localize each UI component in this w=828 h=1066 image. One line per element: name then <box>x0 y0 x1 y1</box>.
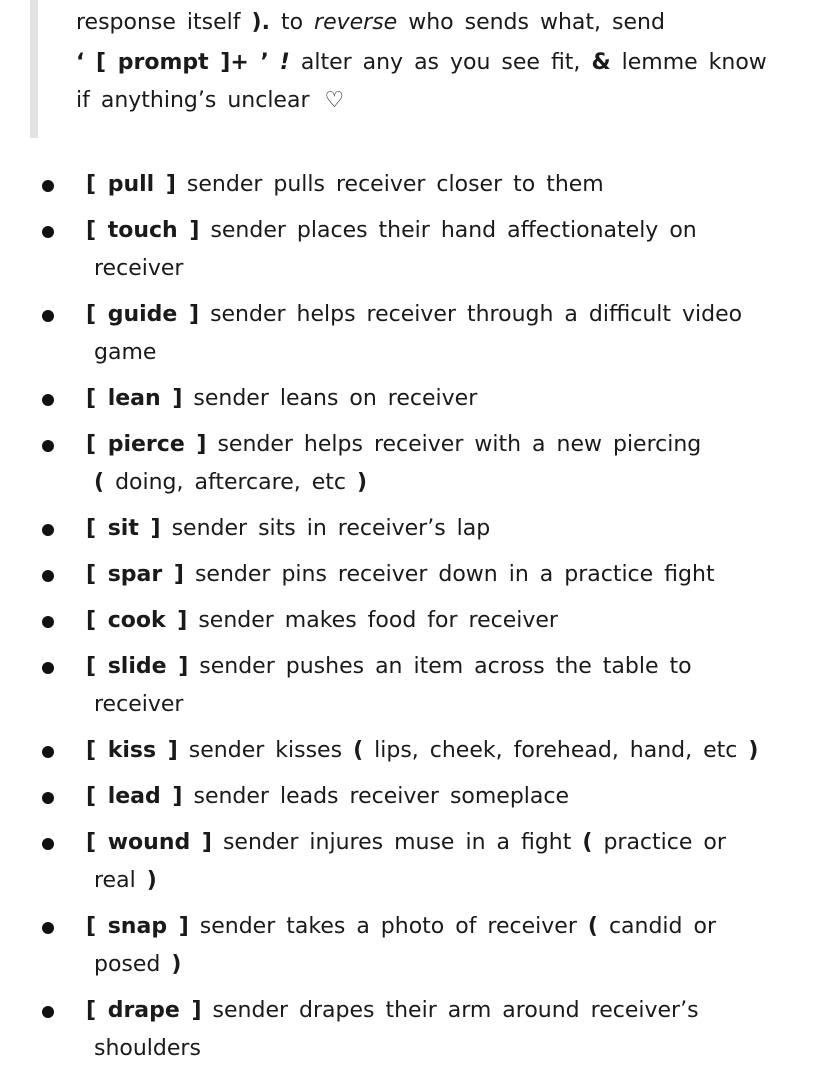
prompt-syntax: ‘ [ prompt ]+ ’ <box>76 50 269 75</box>
prompt-description: sender injures muse in a fight <box>222 830 572 855</box>
open-paren: ( <box>353 738 364 763</box>
prompt-parenthetical: practice or <box>603 830 726 855</box>
prompt-parenthetical: candid or <box>608 914 716 939</box>
prompt-description: sender places their hand affectionately on <box>210 218 697 243</box>
item-continuation <box>94 866 157 896</box>
prompt-description-cont: posed <box>94 952 161 977</box>
prompt-tag: [ snap ] <box>86 914 189 939</box>
prompt-tag: [ wound ] <box>86 830 212 855</box>
intro-line-1 <box>76 8 665 38</box>
item-line <box>86 606 558 636</box>
bullet-icon <box>42 310 54 322</box>
prompt-description: sender pulls receiver closer to them <box>186 172 604 197</box>
prompt-tag: [ lead ] <box>86 784 183 809</box>
prompt-tag: [ lean ] <box>86 386 183 411</box>
prompt-tag: [ drape ] <box>86 998 202 1023</box>
prompt-description: sender pushes an item across the table to <box>199 654 692 679</box>
item-continuation <box>94 690 183 720</box>
prompt-tag: [ slide ] <box>86 654 189 679</box>
item-line <box>86 828 726 858</box>
item-line <box>86 736 758 766</box>
intro-text: alter any as you see fit, <box>300 50 581 75</box>
bullet-icon <box>42 792 54 804</box>
prompt-tag: [ pierce ] <box>86 432 207 457</box>
item-line <box>86 170 604 200</box>
intro-text: response itself <box>76 10 241 35</box>
intro-text: if anything’s unclear <box>76 88 310 113</box>
bullet-icon <box>42 838 54 850</box>
prompt-tag: [ kiss ] <box>86 738 178 763</box>
item-line <box>86 384 477 414</box>
closing-paren: ). <box>251 10 270 35</box>
intro-blockquote <box>30 0 790 138</box>
emphasis-reverse: reverse <box>314 10 398 35</box>
bullet-icon <box>42 746 54 758</box>
open-paren: ( <box>94 470 105 495</box>
item-line <box>86 300 742 330</box>
prompt-description: sender helps receiver with a new piercing <box>217 432 702 457</box>
prompt-description: sender pins receiver down in a practice fight <box>194 562 715 587</box>
close-paren: ) <box>146 868 157 893</box>
bullet-icon <box>42 616 54 628</box>
item-line <box>86 216 697 246</box>
item-line <box>86 912 716 942</box>
prompt-tag: [ guide ] <box>86 302 200 327</box>
item-line <box>86 560 715 590</box>
prompt-tag: [ cook ] <box>86 608 188 633</box>
prompt-parenthetical: lips, cheek, forehead, hand, etc <box>374 738 738 763</box>
open-paren: ( <box>587 914 598 939</box>
prompt-description-cont: receiver <box>94 256 184 281</box>
prompt-description: sender makes food for receiver <box>198 608 558 633</box>
prompt-description: sender kisses <box>188 738 343 763</box>
intro-text: to <box>280 10 304 35</box>
prompt-tag: [ pull ] <box>86 172 176 197</box>
prompt-tag: [ touch ] <box>86 218 200 243</box>
item-continuation <box>94 1034 201 1064</box>
close-paren: ) <box>356 470 368 495</box>
exclamation: ! <box>279 50 290 75</box>
bullet-icon <box>42 440 54 452</box>
intro-text: who sends what, send <box>408 10 665 35</box>
bullet-icon <box>42 226 54 238</box>
item-line <box>86 782 569 812</box>
bullet-icon <box>42 662 54 674</box>
ampersand: & <box>591 50 611 75</box>
prompt-description: sender leans on receiver <box>193 386 478 411</box>
prompt-description-cont: real <box>94 868 136 893</box>
prompt-description-cont: receiver <box>94 692 184 717</box>
item-continuation <box>94 254 183 284</box>
prompt-description: sender drapes their arm around receiver’s <box>212 998 699 1023</box>
prompt-tag: [ sit ] <box>86 516 161 541</box>
bullet-icon <box>42 570 54 582</box>
close-paren: ) <box>748 738 759 763</box>
item-line <box>86 996 699 1026</box>
prompt-tag: [ spar ] <box>86 562 184 587</box>
bullet-icon <box>42 180 54 192</box>
prompt-description: sender helps receiver through a difficult video <box>210 302 743 327</box>
prompt-description-cont: game <box>94 340 157 365</box>
item-continuation <box>94 950 181 980</box>
bullet-icon <box>42 524 54 536</box>
bullet-icon <box>42 1006 54 1018</box>
prompt-description-cont: doing, aftercare, etc <box>115 470 346 495</box>
close-paren: ) <box>171 952 182 977</box>
open-paren: ( <box>582 830 593 855</box>
item-line <box>86 430 701 460</box>
item-continuation <box>94 468 367 498</box>
bullet-icon <box>42 922 54 934</box>
prompt-description: sender sits in receiver’s lap <box>171 516 491 541</box>
item-line <box>86 514 490 544</box>
intro-line-2 <box>76 48 767 78</box>
intro-text: lemme know <box>621 50 767 75</box>
bullet-icon <box>42 394 54 406</box>
prompt-description-cont: shoulders <box>94 1036 201 1061</box>
item-line <box>86 652 692 682</box>
prompt-description: sender leads receiver someplace <box>193 784 570 809</box>
item-continuation <box>94 338 156 368</box>
heart-icon: ♡ <box>324 88 345 113</box>
prompt-description: sender takes a photo of receiver <box>199 914 577 939</box>
intro-line-3 <box>76 86 344 116</box>
